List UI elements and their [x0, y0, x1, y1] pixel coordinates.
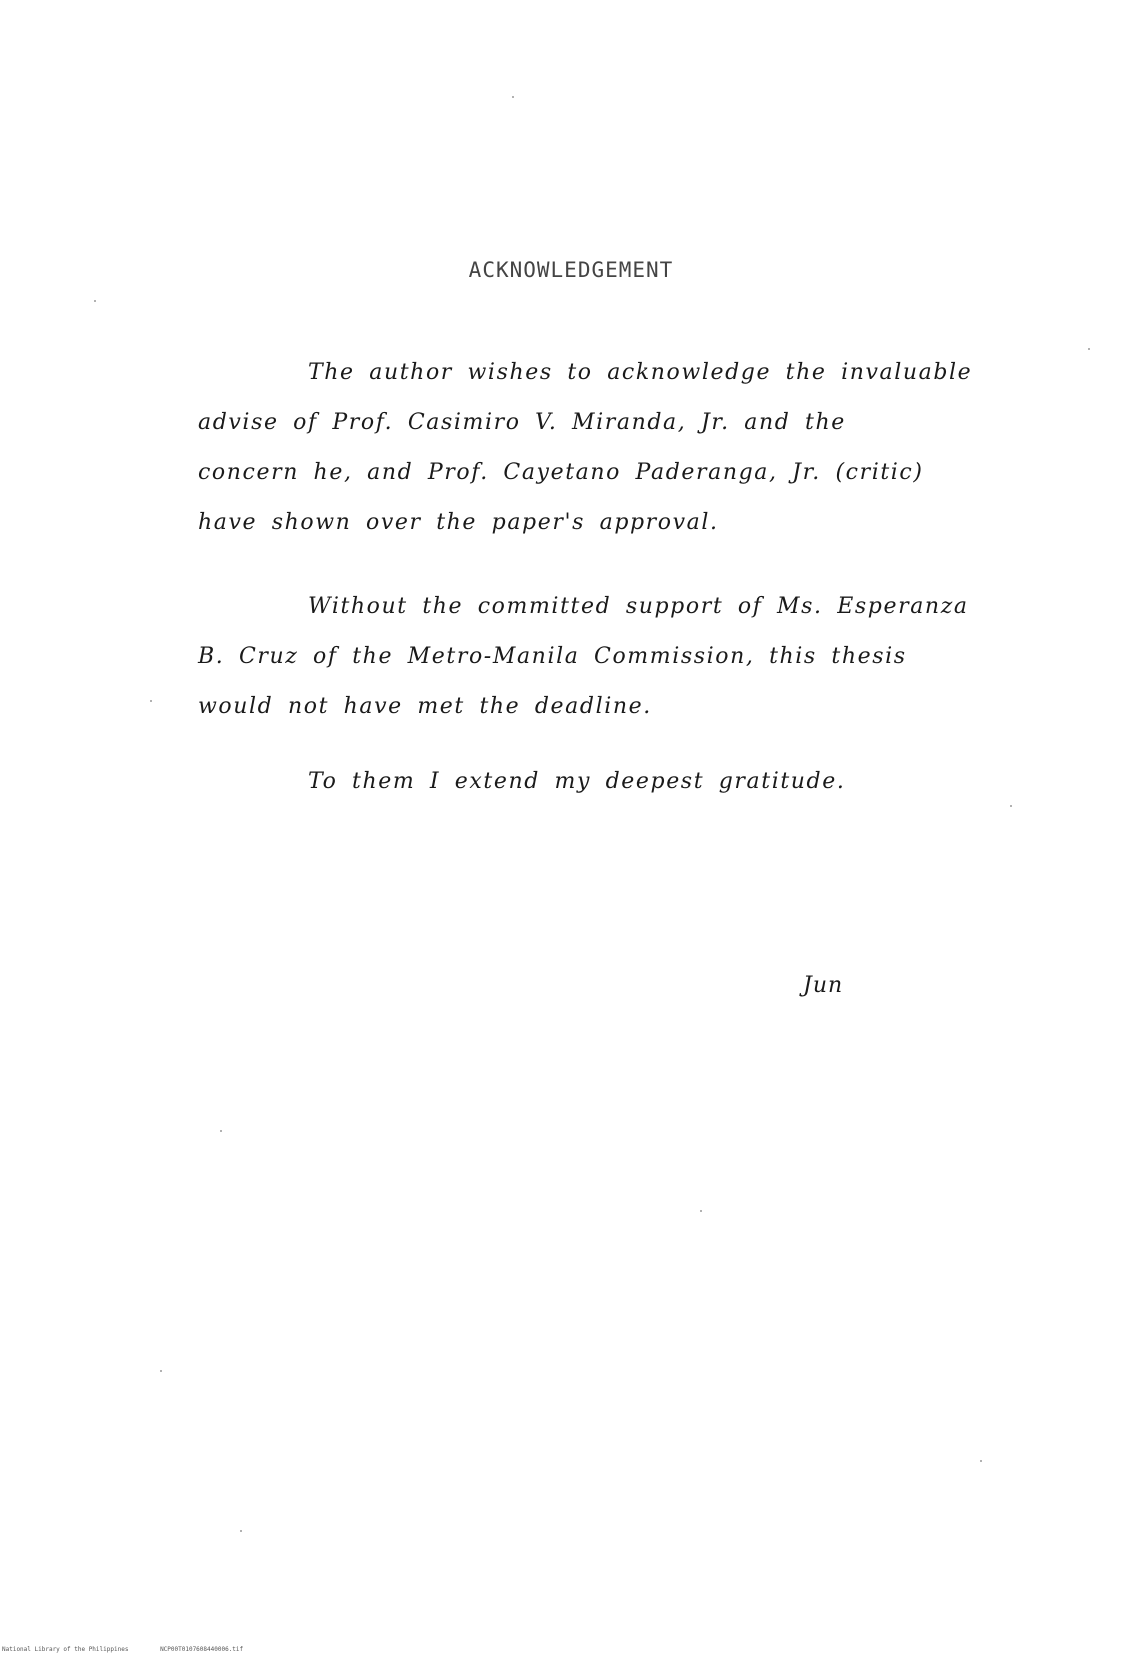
text-line: advise of Prof. Casimiro V. Miranda, Jr. and the	[198, 410, 846, 435]
scan-speck	[160, 1370, 162, 1372]
text-line: would not have met the deadline.	[198, 694, 652, 719]
paragraph-acknowledge-support	[198, 582, 1058, 732]
scan-speck	[240, 1530, 242, 1532]
page-title: ACKNOWLEDGEMENT	[468, 258, 674, 282]
scan-speck	[220, 1130, 222, 1132]
scan-speck	[94, 300, 96, 302]
text-line: concern he, and Prof. Cayetano Paderanga, Jr. (critic)	[198, 460, 924, 485]
paragraph-gratitude	[198, 757, 1058, 807]
scan-speck	[980, 1460, 982, 1462]
text-line: have shown over the paper's approval.	[198, 510, 719, 535]
text-line: The author wishes to acknowledge the invaluable	[308, 360, 973, 385]
text-line: To them I extend my deepest gratitude.	[308, 769, 846, 794]
text-line: Without the committed support of Ms. Esperanza	[308, 594, 969, 619]
footer-library: National Library of the Philippines	[2, 1646, 129, 1653]
text-line: B. Cruz of the Metro-Manila Commission, this thesis	[198, 644, 907, 669]
scan-speck	[1010, 805, 1012, 807]
footer-file-id: NCP00T0107608440006.tif	[160, 1646, 244, 1653]
scan-speck	[150, 700, 152, 702]
signature: Jun	[803, 973, 844, 998]
scan-speck	[1088, 348, 1090, 350]
scan-footer	[2, 1646, 271, 1653]
paragraph-acknowledge-advisers	[198, 348, 1058, 548]
scan-speck	[700, 1210, 702, 1212]
scan-speck	[512, 96, 514, 98]
